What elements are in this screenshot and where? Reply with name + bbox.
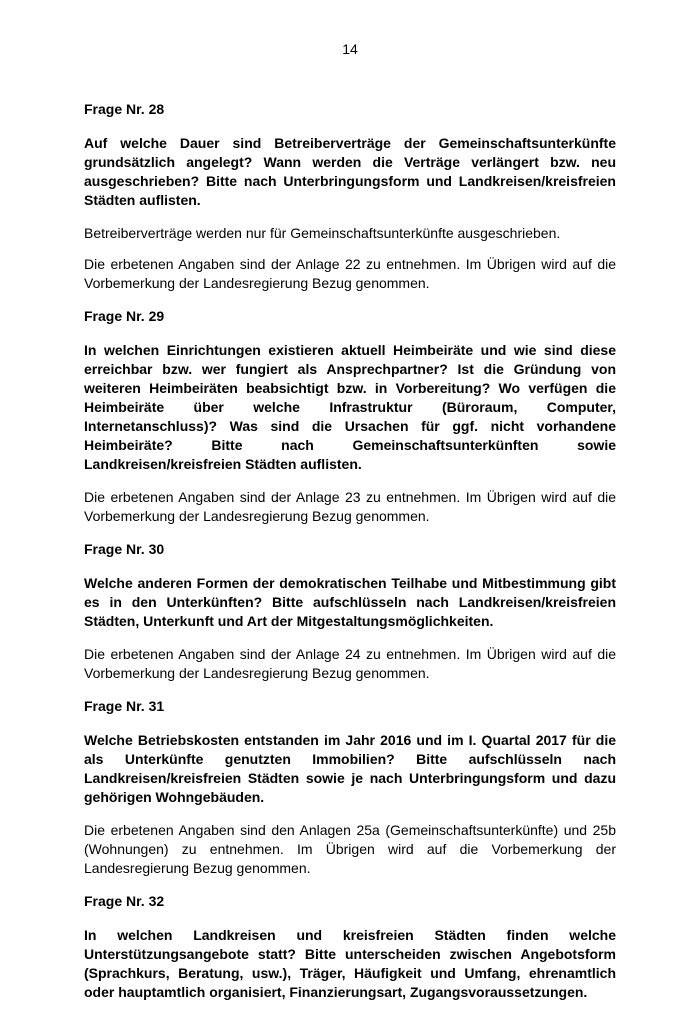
question-section-29 xyxy=(84,307,616,526)
answer-paragraph: Die erbetenen Angaben sind der Anlage 22 zu entnehmen. Im Übrigen wird auf die Vorbemerkung der Landesregierung Bezug genommen. xyxy=(84,256,616,291)
question-text: In welchen Landkreisen und kreisfreien Städten finden welche Unterstützungsangebote statt? Bitte unterscheiden zwischen Angebotsform (Sprachkurs, Beratung, usw.), Träger, Häufigkeit und Umfang, ehrenamtlich oder hauptamtlich organisiert, Finanzierungsart, Zugangsvoraussetzungen. xyxy=(84,927,616,1000)
answer-paragraph: Die erbetenen Angaben sind den Anlagen 25a (Gemeinschaftsunterkünfte) und 25b (Wohnungen) zu entnehmen. Im Übrigen wird auf die Vorbemerkung der Landesregierung Bezug genommen. xyxy=(84,822,616,876)
question-heading: Frage Nr. 28 xyxy=(84,101,165,117)
answer-paragraph: Die erbetenen Angaben sind der Anlage 24 zu entnehmen. Im Übrigen wird auf die Vorbemerkung der Landesregierung Bezug genommen. xyxy=(84,646,616,681)
question-section-28 xyxy=(84,100,616,293)
question-section-31 xyxy=(84,697,616,878)
question-text: Welche Betriebskosten entstanden im Jahr 2016 und im I. Quartal 2017 für die als Unterkünfte genutzten Immobilien? Bitte aufschlüsseln nach Landkreisen/kreisfreien Städten sowie je nach Unterbringungsform und dazu gehörigen Wohngebäuden. xyxy=(84,732,616,805)
answer-paragraph: Betreiberverträge werden nur für Gemeinschaftsunterkünfte ausgeschrieben. xyxy=(84,225,561,241)
question-section-30 xyxy=(84,540,616,683)
document-body xyxy=(84,100,616,1016)
question-section-32 xyxy=(84,892,616,1002)
question-heading: Frage Nr. 29 xyxy=(84,308,165,324)
question-text: In welchen Einrichtungen existieren aktuell Heimbeiräte und wie sind diese erreichbar bzw. wer fungiert als Ansprechpartner? Ist die Gründung von weiteren Heimbeiräten beabsichtigt bzw. in Vorbereitung? Wo verfügen die Heimbeiräte über welche Infrastruktur (Büroraum, Computer, Internetanschluss)? Was sind die Ursachen für ggf. nicht vorhandene Heimbeiräte? Bitte nach Gemeinschaftsunterkünften sowie Landkreisen/kreisfreien Städten auflisten. xyxy=(84,342,616,472)
page-number: 14 xyxy=(342,41,358,57)
answer-paragraph: Die erbetenen Angaben sind der Anlage 23 zu entnehmen. Im Übrigen wird auf die Vorbemerkung der Landesregierung Bezug genommen. xyxy=(84,489,616,524)
question-heading: Frage Nr. 30 xyxy=(84,541,165,557)
question-heading: Frage Nr. 32 xyxy=(84,893,165,909)
question-text: Welche anderen Formen der demokratischen Teilhabe und Mitbestimmung gibt es in den Unterkünften? Bitte aufschlüsseln nach Landkreisen/kreisfreien Städten, Unterkunft und Art der Mitgestaltungsmöglichkeiten. xyxy=(84,575,616,629)
question-heading: Frage Nr. 31 xyxy=(84,698,165,714)
question-text: Auf welche Dauer sind Betreiberverträge der Gemeinschaftsunterkünfte grundsätzlich angelegt? Wann werden die Verträge verlängert bzw. neu ausgeschrieben? Bitte nach Unterbringungsform und Landkreisen/kreisfreien Städten auflisten. xyxy=(84,135,616,208)
